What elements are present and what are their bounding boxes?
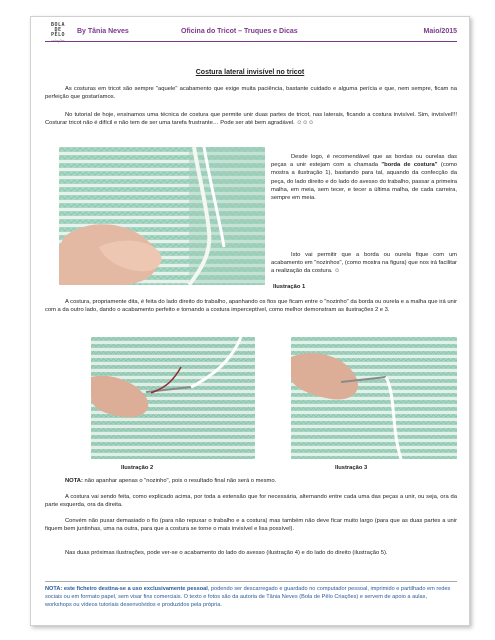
illustration-3-photo — [291, 337, 457, 459]
illustration-1-photo — [59, 147, 265, 285]
footer-note — [45, 585, 455, 609]
document-page — [30, 16, 470, 626]
logo-word-3: PÊLO — [50, 32, 66, 38]
paragraph-5-text: A costura, propriamente dita, é feita do lado direito do trabalho, apanhando os fios que ficam entre o "nozinho" da borda ou ourela e a malha que irá unir com a da outro lado, dando o acabamento perfeito e tornando a costura imperceptível, como melhor demonstram as ilustrações 2 e 3. — [45, 299, 457, 314]
footer-label: NOTA: — [45, 586, 63, 592]
header-title: Oficina do Tricot – Truques e Dicas — [181, 28, 298, 35]
logo-word-2: DE — [54, 27, 62, 33]
paragraph-4 — [271, 251, 457, 276]
paragraph-1-text: As costuras em tricot são sempre "aquele" acabamento que exige muita paciência, bastante cuidado e alguma perícia e que, nem sempre, ficam na perfeição que gostaríamos. — [45, 86, 457, 101]
note-body: não apanhar apenas o "nozinho", pois o resultado final não será o mesmo. — [82, 478, 277, 484]
logo-subtitle: criações — [51, 38, 65, 43]
paragraph-8 — [45, 549, 457, 557]
note-text — [45, 477, 457, 485]
paragraph-3-bold: "borda de costura" — [381, 162, 438, 169]
paragraph-2 — [45, 111, 457, 127]
knitting-edge-photo — [59, 147, 265, 285]
paragraph-7-text: Convém não puxar demasiado o fio (para não repuxar o trabalho e a costura) mas também não deve ficar muito largo (para que as duas partes a unir fiquem bem juntinhas, uma na outra, para que a costura se torne o mais invisível e lisa possível). — [45, 518, 457, 533]
paragraph-2-text: No tutorial de hoje, ensinamos uma técnica de costura que permite unir duas partes de tricot, nas laterais, ficando a costura invisível. Sim, invisível!!! Costurar tricot não é difícil e não tem de ser uma tarefa frustrante… Pode ser até bem agradável. ☺☺☺ — [45, 112, 457, 127]
logo — [45, 23, 71, 53]
paragraph-6-text: A costura vai sendo feita, como explicado acima, por toda a extensão que for necessária, alternando entre cada uma das peças a unir, ou seja, ora da parte esquerda, ora da direita. — [45, 494, 457, 509]
paragraph-5 — [45, 298, 457, 314]
illustration-2-photo — [91, 337, 255, 459]
paragraph-4-text: Isto vai permitir que a borda ou ourela fique com um acabamento em "nozinhos", (como mostra na figura) que nos irá facilitar a realização da costura. ☺ — [271, 252, 457, 275]
needle-sewing-photo-left — [91, 337, 255, 459]
caption-illustration-2: Ilustração 2 — [121, 465, 154, 471]
footer-text: , podendo ser descarregado e guardado no computador pessoal, imprimido e partilhado em redes sociais ou em formato papel, sem visar fins comerciais. O texto e fotos são da autoria de Tânia Neves (Bola de Pêlo Criações) e servem de apoio a aulas, workshops ou vídeos tutoriais desenvolvidos e produzidos pela própria. — [45, 586, 451, 608]
paragraph-6 — [45, 493, 457, 509]
header-rule — [45, 41, 457, 42]
paragraph-3-b: (como mostra a ilustração 1), bastando para tal, aquando da confecção da peça, do lado direito e do lado do avesso do trabalho, passar a primeira malha, em meia, sem tecer, e tecer a última malha, de cada carreira, sempre em meia. — [271, 162, 458, 202]
header-author: By Tânia Neves — [77, 28, 129, 35]
paragraph-7 — [45, 517, 457, 533]
caption-illustration-1: Ilustração 1 — [273, 284, 306, 290]
note-paragraph — [45, 477, 457, 485]
paragraph-3 — [271, 153, 457, 202]
document-title: Costura lateral invisível no tricot — [195, 69, 305, 76]
paragraph-3-text — [271, 153, 457, 202]
paragraph-8-text: Nas duas próximas ilustrações, pode ver-se o acabamento do lado do avesso (ilustração 4) e do lado do direito (ilustração 5). — [65, 550, 388, 556]
paragraph-1 — [45, 85, 457, 101]
paragraph-3-a: Desde logo, é recomendável que as bordas ou ourelas das peças a unir estejam com a chamada — [271, 154, 457, 169]
note-label: NOTA: — [65, 478, 83, 484]
header-date: Maio/2015 — [423, 28, 457, 35]
footer-bold: este ficheiro destina-se a uso exclusivamente pessoal — [62, 586, 208, 592]
needle-sewing-photo-right — [291, 337, 457, 459]
caption-illustration-3: Ilustração 3 — [335, 465, 368, 471]
logo-word-1: BOLA — [50, 22, 66, 28]
footer-rule — [45, 581, 457, 582]
